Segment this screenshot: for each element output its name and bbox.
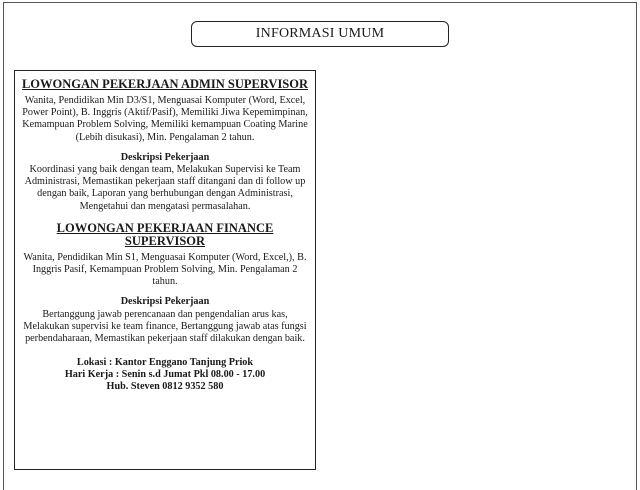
location-text: Lokasi : Kantor Enggano Tanjung Priok [76,357,254,369]
job-title: LOWONGAN PEKERJAAN FINANCE SUPERVISOR [56,220,274,248]
job-requirements: Wanita, Pendidikan Min D3/S1, Menguasai Komputer (Word, Excel, Power Point), B. Inggris (Aktif/Pasif), Memiliki Jiwa Kepemimpinan, Kemampuan Problem Solving, Memiliki kemampuan Coating Marine (Lebih disukasi), Min. Pengalaman 2 tahun. [22,95,308,143]
job-posting-finance [19,222,311,345]
job-ad-footer [19,357,311,393]
section-header [191,21,449,47]
job-title: LOWONGAN PEKERJAAN ADMIN SUPERVISOR [21,77,309,91]
contact-text: Hub. Steven 0812 9352 580 [106,381,224,393]
job-ad-box [14,70,316,470]
job-posting-admin [19,78,311,213]
job-description-heading: Deskripsi Pekerjaan [120,151,210,163]
job-description-heading: Deskripsi Pekerjaan [120,296,210,308]
section-header-title: INFORMASI UMUM [255,26,385,41]
job-description: Koordinasi yang baik dengan team, Melakukan Supervisi ke Team Administrasi, Memastikan pekerjaan staff ditangani dan di follow up dengan baik, Laporan yang berhubungan dengan Administrasi, Mengetahui dan mengatasi permasalahan. [24,164,306,212]
job-description: Bertanggung jawab perencanaan dan pengendalian arus kas, Melakukan supervisi ke team finance, Bertanggung jawab atas fungsi perbendaharaan, Memastikan pekerjaan staff dilakukan dengan baik. [23,308,307,345]
working-hours-text: Hari Kerja : Senin s.d Jumat Pkl 08.00 - 17.00 [64,369,266,381]
job-requirements: Wanita, Pendidikan Min S1, Menguasai Komputer (Word, Excel,), B. Inggris Pasif, Kemampuan Problem Solving, Min. Pengalaman 2 tahun. [23,251,307,288]
